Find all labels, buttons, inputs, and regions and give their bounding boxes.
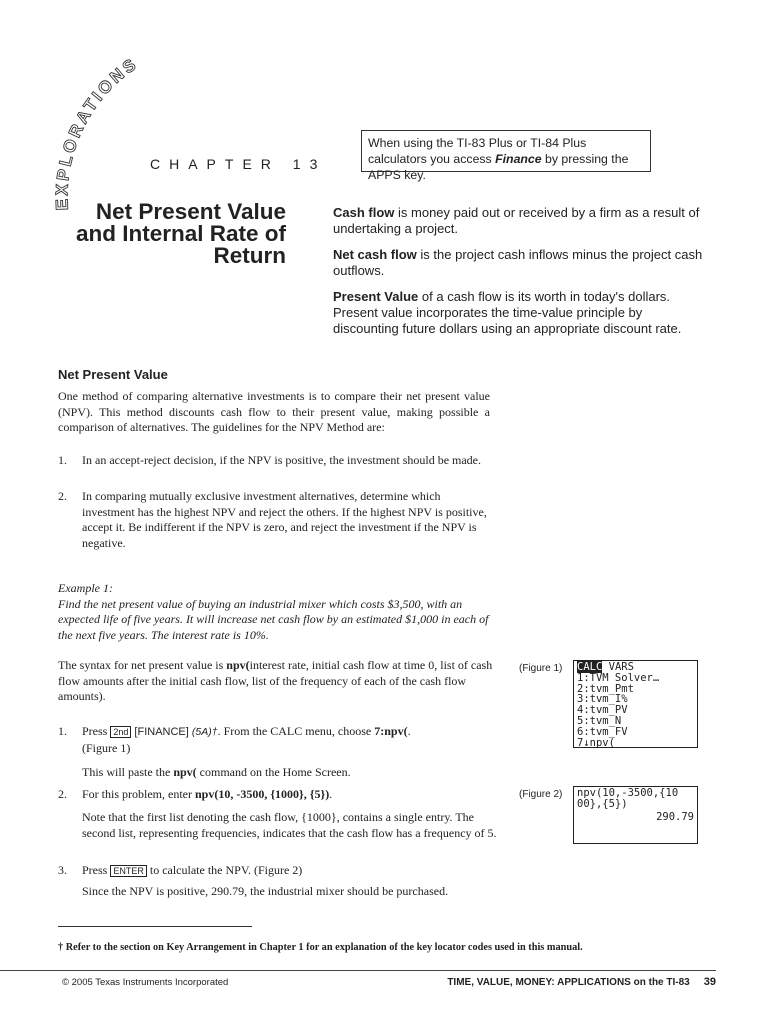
step-2: 2. For this problem, enter npv(10, -3500, {1000}, {5}). [58, 787, 333, 801]
screen-line: npv(10,-3500,{10 [577, 787, 679, 799]
guideline-item: 1. In an accept-reject decision, if the NPV is positive, the investment should be made. [58, 453, 482, 467]
book-title: TIME, VALUE, MONEY: APPLICATIONS on the TI-83 [447, 977, 690, 988]
menu-item: 2:tvm_Pmt [577, 682, 634, 695]
menu-item: 7↓npv( [577, 736, 615, 749]
step-3-note: Since the NPV is positive, 290.79, the industrial mixer should be purchased. [82, 884, 449, 898]
explorations-arc [50, 20, 230, 220]
menu-item: 3:tvm_I% [577, 693, 628, 706]
npv-syntax-paragraph: The syntax for net present value is npv(interest rate, initial cash flow at time 0, list of cash flow amounts after the initial cash flow, list of the frequency of each of the cash flow amounts). [58, 658, 493, 704]
step-3: 3. Press ENTER to calculate the NPV. (Figure 2) [58, 863, 303, 877]
footnote: † Refer to the section on Key Arrangement in Chapter 1 for an explanation of the key locator codes used in this manual. [58, 942, 583, 953]
example-text: Find the net present value of buying an industrial mixer which costs $3,500, with an expected life of five years. It will increase net cash flow by an estimated $1,000 in each of the next five years. The interest rate is 10%. [58, 596, 489, 642]
section-heading: Net Present Value [58, 367, 168, 382]
example-1 [58, 581, 498, 643]
menu-item: 5:tvm_N [577, 714, 622, 727]
definition-cash-flow: Cash flow is money paid out or received by a firm as a result of undertaking a project. [333, 205, 700, 236]
chapter-title: Net Present Value and Internal Rate of Return [75, 199, 286, 268]
chapter-label: CHAPTER 13 [150, 156, 327, 172]
apps-callout: When using the TI-83 Plus or TI-84 Plus calculators you access Finance by pressing the APPS key. [361, 130, 651, 172]
npv-result: 290.79 [656, 810, 694, 823]
npv-intro-paragraph: One method of comparing alternative investments is to compare their net present value (NPV). This method discounts cash flow to their present value, making possible a comparison of alternatives. The guidelines for the NPV Method are: [58, 389, 490, 435]
figure-1-label: (Figure 1) [519, 663, 563, 674]
footer-divider [0, 970, 716, 971]
screen-line: 00},{5}) [577, 797, 628, 810]
svg-text:EXPLORATIONS [52, 54, 141, 211]
arc-text: EXPLORATIONS [52, 53, 142, 211]
example-label: Example 1: [58, 581, 113, 595]
running-footer [447, 976, 716, 988]
vars-tab: VARS [608, 661, 634, 673]
figure-2-calculator-screen [573, 786, 698, 844]
copyright: © 2005 Texas Instruments Incorporated [62, 977, 229, 988]
menu-item: 1:TVM Solver… [577, 671, 660, 684]
step-1: 1. Press 2nd [FINANCE] (5A)†. From the CALC menu, choose 7:npv(. (Figure 1) [58, 724, 411, 755]
figure-1-calculator-screen [573, 660, 698, 748]
definition-present-value: Present Value of a cash flow is its worth in today's dollars. Present value incorporates the time-value principle by discounting future dollars using an appropriate discount rate. [333, 289, 682, 336]
step-2-note: Note that the first list denoting the cash flow, {1000}, contains a single entry. The second list, representing frequencies, indicates that the cash flow has a frequency of 5. [82, 810, 497, 840]
2nd-key: 2nd [110, 726, 131, 738]
footnote-divider [58, 926, 252, 927]
menu-item: 6:tvm_FV [577, 725, 628, 738]
definitions [333, 205, 705, 347]
definition-net-cash-flow: Net cash flow is the project cash inflows minus the project cash outflows. [333, 247, 703, 278]
step-1-note: This will paste the npv( command on the Home Screen. [82, 765, 351, 779]
enter-key: ENTER [110, 865, 147, 877]
page-number: 39 [703, 976, 716, 988]
menu-item: 4:tvm_PV [577, 704, 628, 717]
guideline-item: 2. In comparing mutually exclusive investment alternatives, determine which investment has the highest NPV and reject the others. If the highest NPV is positive, accept it. Be indifferent if the NPV is zero, and reject the investment if the NPV is negative. [58, 489, 487, 550]
figure-2-label: (Figure 2) [519, 789, 563, 800]
calc-tab: CALC [577, 661, 603, 673]
